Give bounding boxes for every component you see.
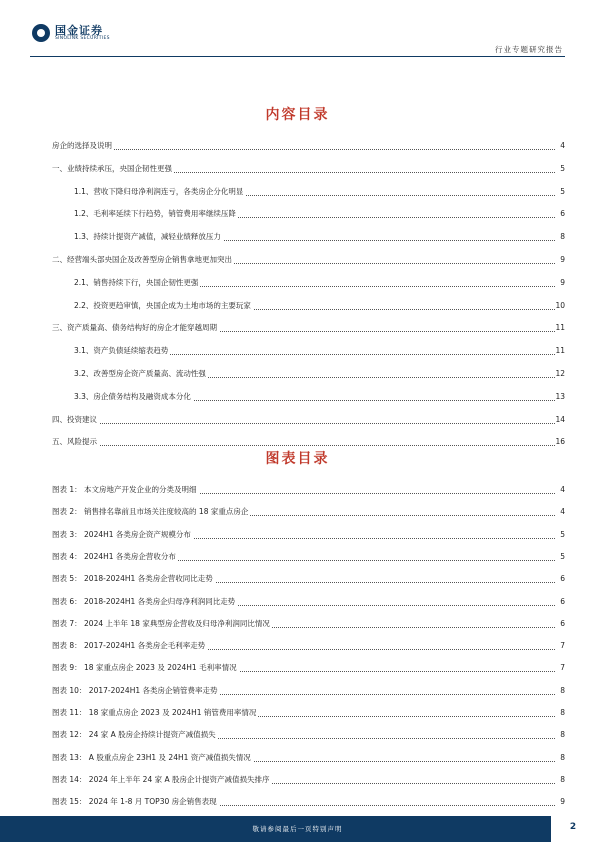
toc-entry-page: 14 bbox=[555, 414, 565, 424]
header-divider bbox=[30, 56, 565, 57]
toc-entry[interactable] bbox=[0, 254, 595, 266]
toc-entry-page: 8 bbox=[555, 707, 565, 719]
toc-entry[interactable] bbox=[0, 436, 595, 448]
toc-entry[interactable] bbox=[0, 300, 595, 312]
logo-emblem-icon bbox=[32, 24, 50, 42]
toc-entry[interactable] bbox=[0, 752, 595, 764]
toc-entry-label: 图表 12： 24 家 A 股房企持续计提资产减值损失 bbox=[52, 730, 216, 740]
toc-entry-label: 2.1、销售持续下行，央国企韧性更强 bbox=[74, 277, 199, 287]
toc-entry[interactable] bbox=[0, 707, 595, 719]
figures-title: 图表目录 bbox=[265, 451, 330, 467]
toc-entry-page: 4 bbox=[555, 140, 565, 152]
toc-entry-page: 13 bbox=[555, 391, 565, 401]
toc-entry-label: 图表 9： 18 家重点房企 2023 及 2024H1 毛利率情况 bbox=[52, 663, 237, 673]
toc-entry-label: 四、投资建议 bbox=[52, 414, 97, 424]
toc-entry[interactable] bbox=[0, 796, 595, 808]
toc-entry[interactable] bbox=[0, 163, 595, 175]
logo-chinese-name: 国金证券 bbox=[55, 24, 103, 37]
contents-title: 内容目录 bbox=[265, 107, 330, 123]
toc-entry[interactable] bbox=[0, 774, 595, 786]
toc-entry-label: 三、资产质量高、债务结构好的房企才能穿越周期 bbox=[52, 323, 217, 333]
toc-entry[interactable] bbox=[0, 186, 595, 198]
toc-entry-page: 8 bbox=[555, 729, 565, 741]
toc-entry-page: 6 bbox=[555, 618, 565, 630]
toc-entry[interactable] bbox=[0, 596, 595, 608]
toc-entry[interactable] bbox=[0, 573, 595, 585]
toc-entry-label: 一、业绩持续承压，央国企韧性更强 bbox=[52, 163, 172, 173]
toc-entry[interactable] bbox=[0, 322, 595, 334]
toc-entry[interactable] bbox=[0, 640, 595, 652]
toc-entry[interactable] bbox=[0, 277, 595, 289]
toc-entry-page: 5 bbox=[555, 529, 565, 541]
toc-entry-page: 12 bbox=[555, 369, 565, 378]
logo-english-name: SINOLINK SECURITIES bbox=[55, 36, 110, 41]
toc-entry-page: 6 bbox=[555, 596, 565, 608]
toc-entry-label: 1.3、持续计提资产减值，减轻业绩释放压力 bbox=[74, 232, 221, 242]
toc-entry-label: 图表 4： 2024H1 各类房企营收分布 bbox=[52, 551, 176, 561]
toc-leader-dots bbox=[52, 411, 555, 424]
toc-entry-page: 10 bbox=[555, 300, 565, 310]
page-number: 2 bbox=[569, 822, 577, 832]
toc-entry-label: 1.1、营收下降归母净利润连亏，各类房企分化明显 bbox=[74, 186, 244, 196]
toc-entry-label: 3.1、资产负债延续缩表趋势 bbox=[74, 346, 169, 356]
toc-entry[interactable] bbox=[0, 208, 595, 220]
toc-entry-page: 4 bbox=[555, 484, 565, 496]
toc-entry-label: 图表 11： 18 家重点房企 2023 及 2024H1 销管费用率情况 bbox=[52, 708, 257, 717]
toc-entry[interactable] bbox=[0, 368, 595, 380]
toc-entry-page: 5 bbox=[555, 186, 565, 198]
toc-entry[interactable] bbox=[0, 529, 595, 541]
toc-entry-label: 图表 5： 2018-2024H1 各类房企营收同比走势 bbox=[52, 574, 213, 584]
toc-entry-page: 5 bbox=[555, 551, 565, 563]
footer-disclaimer: 敬请参阅最后一页特别声明 bbox=[252, 825, 343, 833]
toc-entry[interactable] bbox=[0, 685, 595, 697]
toc-entry-page: 8 bbox=[555, 774, 565, 786]
toc-entry-label: 2.2、投资更趋审慎，央国企成为土地市场的主要玩家 bbox=[74, 300, 251, 310]
toc-entry-label: 五、风险提示 bbox=[52, 437, 97, 447]
toc-entry-label: 图表 1： 本文房地产开发企业的分类及明细 bbox=[52, 485, 197, 494]
toc-entry[interactable] bbox=[0, 618, 595, 630]
toc-entry[interactable] bbox=[0, 551, 595, 563]
toc-entry-page: 6 bbox=[555, 208, 565, 220]
toc-entry-label: 图表 6： 2018-2024H1 各类房企归母净利润同比走势 bbox=[52, 596, 236, 606]
toc-entry-page: 4 bbox=[555, 506, 565, 518]
toc-entry-page: 9 bbox=[555, 796, 565, 808]
toc-entry[interactable] bbox=[0, 729, 595, 741]
toc-entry[interactable] bbox=[0, 140, 595, 152]
toc-entry-label: 图表 15： 2024 年 1-8 月 TOP30 房企销售表现 bbox=[52, 797, 217, 807]
toc-entry-page: 5 bbox=[555, 163, 565, 175]
toc-entry[interactable] bbox=[0, 414, 595, 426]
toc-entry-page: 9 bbox=[555, 277, 565, 289]
toc-entry-page: 7 bbox=[555, 662, 565, 674]
toc-entry-label: 图表 3： 2024H1 各类房企资产规模分布 bbox=[52, 529, 191, 539]
toc-entry-page: 6 bbox=[555, 573, 565, 585]
toc-entry[interactable] bbox=[0, 484, 595, 496]
toc-entry[interactable] bbox=[0, 231, 595, 243]
toc-entry-page: 8 bbox=[555, 685, 565, 697]
toc-entry-page: 11 bbox=[555, 323, 565, 333]
report-type-label: 行业专题研究报告 bbox=[495, 45, 563, 54]
toc-entry-page: 7 bbox=[555, 640, 565, 652]
toc-entry-label: 图表 14： 2024 年上半年 24 家 A 股房企计提资产减值损失排序 bbox=[52, 774, 270, 784]
toc-entry-label: 3.2、改善型房企资产质量高、流动性强 bbox=[74, 369, 206, 378]
toc-entry-label: 图表 7： 2024 上半年 18 家典型房企营收及归母净利润同比情况 bbox=[52, 618, 270, 628]
toc-entry-label: 3.3、房企债务结构及融资成本分化 bbox=[74, 391, 191, 401]
toc-entry[interactable] bbox=[0, 345, 595, 357]
toc-entry-label: 图表 8： 2017-2024H1 各类房企毛利率走势 bbox=[52, 641, 206, 651]
toc-leader-dots bbox=[52, 137, 555, 150]
toc-entry-page: 8 bbox=[555, 231, 565, 243]
toc-entry-page: 8 bbox=[555, 752, 565, 764]
toc-entry[interactable] bbox=[0, 391, 595, 403]
toc-entry-page: 9 bbox=[555, 254, 565, 266]
toc-entry-page: 16 bbox=[555, 437, 565, 447]
toc-entry[interactable] bbox=[0, 506, 595, 518]
page-header bbox=[0, 0, 595, 60]
toc-entry-label: 图表 2： 销售排名靠前且市场关注度较高的 18 家重点房企 bbox=[52, 507, 249, 517]
toc-entry-label: 二、经营端头部央国企及改善型房企销售拿地更加突出 bbox=[52, 255, 232, 264]
toc-leader-dots bbox=[52, 433, 555, 446]
toc-entry-label: 房企的选择及说明 bbox=[52, 141, 112, 150]
toc-entry-label: 1.2、毛利率延续下行趋势，销管费用率继续压降 bbox=[74, 209, 236, 219]
toc-entry-label: 图表 10： 2017-2024H1 各类房企销管费率走势 bbox=[52, 685, 218, 695]
toc-entry-label: 图表 13： A 股重点房企 23H1 及 24H1 资产减值损失情况 bbox=[52, 752, 251, 762]
toc-entry[interactable] bbox=[0, 662, 595, 674]
toc-entry-page: 11 bbox=[555, 346, 565, 356]
